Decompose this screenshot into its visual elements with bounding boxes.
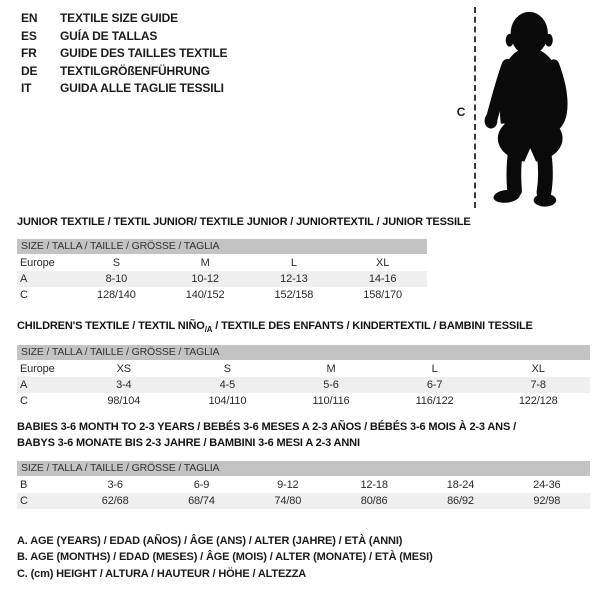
size-cell: L [290,257,297,269]
size-cell: 5-6 [323,379,339,391]
language-row [21,63,227,81]
size-cell: 3-6 [107,479,123,491]
language-title: TEXTILE SIZE GUIDE [60,11,178,25]
size-cell: 12-13 [280,273,308,285]
children-section-title [17,320,533,334]
language-code: ES [21,28,37,43]
language-row [21,45,227,63]
language-row [21,28,227,46]
babies-table [17,477,590,509]
legend-line-c: C. (cm) HEIGHT / ALTURA / HAUTEUR / HÖHE / ALTEZZA [17,567,307,580]
size-cell: 74/80 [274,495,302,507]
babies-size-table-header: SIZE / TALLA / TAILLE / GRÖSSE / TAGLIA [17,461,590,476]
junior-size-table [17,239,427,303]
size-cell: 9-12 [277,479,299,491]
row-label: C [20,495,28,507]
table-row [17,393,590,409]
language-code: IT [21,81,32,96]
measurement-legend [17,533,433,582]
size-cell: 92/98 [533,495,561,507]
size-cell: 14-16 [368,273,397,285]
size-cell: 7-8 [530,379,546,391]
size-cell: M [326,363,336,375]
junior-size-table-header: SIZE / TALLA / TAILLE / GRÖSSE / TAGLIA [17,239,427,254]
size-cell: 98/104 [107,395,141,407]
size-cell: 6-7 [426,379,443,391]
table-row [17,255,427,271]
size-cell: 86/92 [447,495,474,507]
language-title: GUÍA DE TALLAS [60,28,158,43]
children-table [17,361,590,409]
table-row [17,493,590,509]
size-cell: M [200,257,210,269]
size-cell: 6-9 [193,479,210,491]
size-cell: 128/140 [97,289,136,301]
size-cell: S [112,257,120,269]
size-cell: 12-18 [360,479,388,491]
size-cell: 68/74 [188,495,215,507]
junior-table [17,255,427,303]
table-row [17,361,590,377]
baby-silhouette-icon [482,4,600,210]
row-label: A [20,379,28,391]
row-label: C [20,289,28,301]
children-title-text: CHILDREN'S TEXTILE / TEXTIL NIÑO [17,320,205,332]
legend-line-a: A. AGE (YEARS) / EDAD (AÑOS) / ÂGE (ANS) / ALTER (JAHRE) / ETÀ (ANNI) [17,535,403,547]
size-cell: 24-36 [533,479,561,491]
size-cell: 8-10 [105,273,128,285]
language-row [21,10,227,28]
size-cell: 80/86 [360,495,388,507]
row-label: Europe [20,257,55,269]
children-title-text: / TEXTILE DES ENFANTS / KINDERTEXTIL / BAMBINI TESSILE [212,320,533,332]
language-code: DE [21,63,38,78]
children-size-table [17,345,590,409]
babies-size-table [17,461,590,509]
babies-title-line1: BABIES 3-6 MONTH TO 2-3 YEARS / BEBÉS 3-6 MESES A 2-3 AÑOS / BÉBÉS 3-6 MOIS À 2-3 ANS / [17,421,516,433]
children-size-table-header: SIZE / TALLA / TAILLE / GRÖSSE / TAGLIA [17,345,590,360]
language-title: TEXTILGRÖßENFÜHRUNG [60,63,210,78]
junior-section-title: JUNIOR TEXTILE / TEXTIL JUNIOR/ TEXTILE JUNIOR / JUNIORTEXTIL / JUNIOR TESSILE [17,216,471,228]
row-label: A [20,273,28,285]
size-cell: S [223,363,231,375]
size-cell: XL [531,363,545,375]
size-cell: 152/158 [274,289,314,301]
size-cell: 158/170 [363,289,402,301]
table-row [17,377,590,393]
babies-section-title [17,420,516,451]
language-row [21,80,227,98]
size-cell: XL [376,257,390,269]
height-marker-label: C [456,105,466,119]
children-title-subscript: /A [204,325,213,335]
size-cell: 10-12 [191,273,219,285]
size-cell: L [431,363,438,375]
table-row [17,477,590,493]
language-code: FR [21,46,37,61]
size-cell: 18-24 [446,479,475,491]
size-cell: 110/116 [312,395,350,407]
language-header [21,10,227,98]
row-label: Europe [20,363,55,375]
table-row [17,287,427,303]
size-cell: 116/122 [415,395,454,407]
language-title: GUIDE DES TAILLES TEXTILE [60,46,228,61]
row-label: C [20,395,28,407]
legend-line-b: B. AGE (MONTHS) / EDAD (MESES) / ÂGE (MOIS) / ALTER (MONATE) / ETÀ (MESI) [17,551,433,564]
language-code: EN [21,11,38,25]
row-label: B [20,479,28,491]
size-cell: 4-5 [219,379,236,391]
size-cell: 62/68 [101,495,129,507]
size-cell: 104/110 [208,395,247,407]
table-row [17,271,427,287]
size-cell: 3-4 [116,379,132,391]
babies-title-line2: BABYS 3-6 MONATE BIS 2-3 JAHRE / BAMBINI 3-6 MESI A 2-3 ANNI [17,436,360,449]
language-title: GUIDA ALLE TAGLIE TESSILI [60,81,224,96]
size-cell: 122/128 [518,395,558,407]
height-dashed-line [474,7,476,208]
size-cell: XS [116,363,131,375]
size-cell: 140/152 [185,289,225,301]
